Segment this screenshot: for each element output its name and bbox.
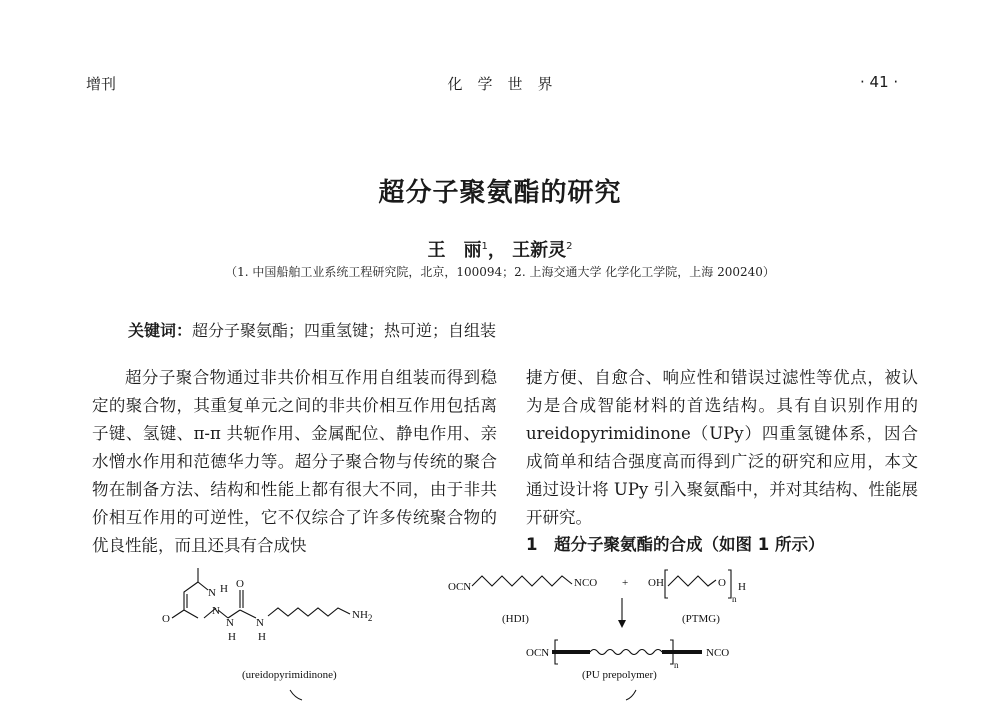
- hdi-chain: [472, 576, 572, 586]
- ptmg-bracket-right: [728, 570, 731, 598]
- ring-nh-label: H: [220, 583, 228, 595]
- paper-title: 超分子聚氨酯的研究: [378, 178, 622, 208]
- upy-structure: [172, 568, 350, 618]
- author-affiliation-mark: 2: [566, 241, 573, 252]
- body-paragraph: 超分子聚合物通过非共价相互作用自组装而得到稳定的聚合物，其重复单元之间的非共价相互作用包括离子键、氢键、π-π 共轭作用、金属配位、静电作用、亲水憎水作用和范德华力等。超分子聚合物与传统的聚合物在制备方法、结构和性能上都有很大不同，由于非共价相互作用的可逆性，它不仅综合了许多传统聚合物的优良性能，而且还具有合成快: [92, 368, 497, 555]
- ring-nitrogen-label: N: [212, 605, 220, 617]
- urea-oxygen-label: O: [236, 578, 244, 590]
- body-column-right: [526, 364, 918, 532]
- synthesis-scheme-figure: [150, 560, 770, 701]
- prepolymer-ocn-label: OCN: [526, 647, 550, 659]
- soft-segment: [590, 650, 662, 655]
- keywords: [128, 318, 496, 341]
- author-name: 王新灵: [512, 240, 567, 261]
- prepolymer-repeat-n: n: [674, 660, 679, 670]
- amine-label: [352, 609, 372, 623]
- plus-sign: +: [622, 577, 629, 589]
- affiliation-line: （1. 中国船舶工业系统工程研究院，北京，100094；2. 上海交通大学 化学化工学院，上海 200240）: [225, 265, 775, 279]
- upy-caption: (ureidopyrimidinone): [242, 669, 337, 681]
- journal-issue-label: 增刊: [86, 75, 117, 93]
- journal-name: 化 学 世 界: [447, 75, 553, 93]
- ptmg-oxygen-label: O: [718, 577, 726, 589]
- author-list: [0, 236, 1000, 262]
- section-heading: 1 超分子聚氨酯的合成（如图 1 所示）: [526, 535, 825, 554]
- keywords-text: 超分子聚氨酯；四重氢键；热可逆；自组装: [192, 321, 497, 340]
- hdi-nco-label: NCO: [574, 577, 598, 589]
- author-separator: ，: [487, 240, 506, 261]
- hdi-caption: (HDI): [502, 613, 529, 625]
- ptmg-repeat-n: n: [732, 594, 737, 604]
- bracket-mark: [290, 690, 302, 700]
- ptmg-chain: [668, 576, 716, 586]
- ring-nitrogen-label: N: [208, 587, 216, 599]
- carbonyl-oxygen-label: O: [162, 613, 170, 625]
- bracket-mark: [626, 690, 636, 700]
- ptmg-oh-label: OH: [648, 577, 664, 589]
- author-affiliation-mark: 1: [481, 241, 488, 252]
- urea-nh-label: H: [228, 631, 236, 643]
- ptmg-caption: (PTMG): [682, 613, 720, 625]
- body-paragraph: 捷方便、自愈合、响应性和错误过滤性等优点，被认为是合成智能材料的首选结构。具有自识别作用的 ureidopyrimidinone（UPy）四重氢键体系，因合成简单和结合强度高而得到广泛的研究和应用，本文通过设计将 UPy 引入聚氨酯中，并对其结构、性能展开研究。: [526, 368, 918, 527]
- author-name: 王 丽: [427, 240, 482, 261]
- page-number: · 41 ·: [860, 73, 899, 91]
- urea-nitrogen-label: N: [256, 617, 264, 629]
- prepolymer-nco-label: NCO: [706, 647, 730, 659]
- ptmg-bracket-left: [665, 570, 668, 598]
- amine-subscript: 2: [367, 613, 373, 623]
- ptmg-h-label: H: [738, 581, 746, 593]
- reaction-arrow-head: [618, 620, 626, 628]
- amine-nh-text: NH: [352, 609, 368, 621]
- urea-nh-label: H: [258, 631, 266, 643]
- hdi-ocn-label: OCN: [448, 581, 472, 593]
- body-column-left: [92, 364, 497, 560]
- keywords-label: 关键词：: [128, 321, 193, 340]
- urea-nitrogen-label: N: [226, 617, 234, 629]
- prepolymer-caption: (PU prepolymer): [582, 669, 657, 681]
